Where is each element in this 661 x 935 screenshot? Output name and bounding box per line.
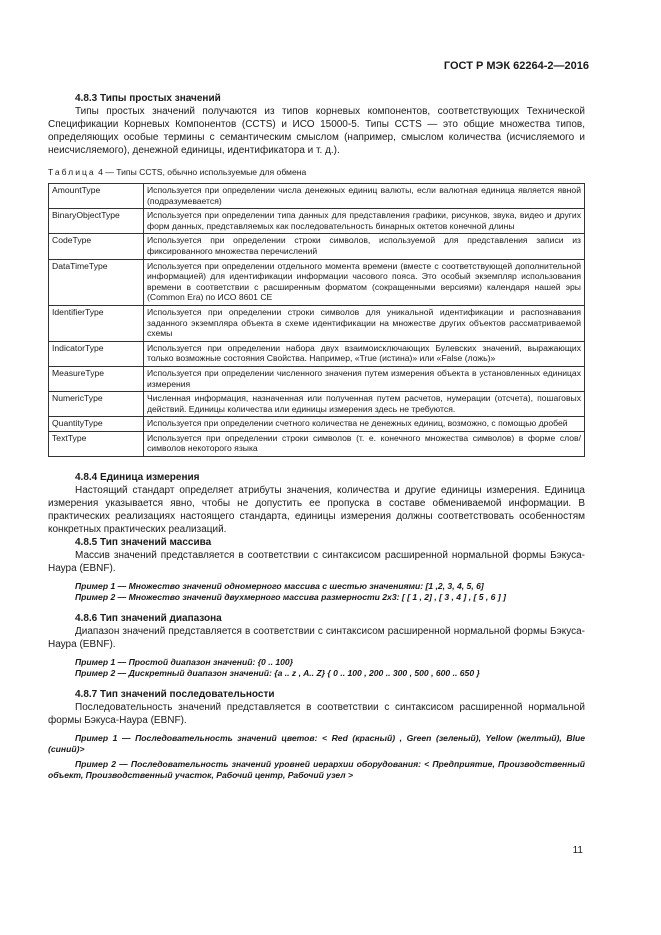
section-4-8-5-title: 4.8.5 Тип значений массива (75, 537, 212, 549)
type-description-cell: Используется при определении численного значения путем измерения объекта в установленных единицах измерения (144, 366, 585, 391)
type-description-cell: Используется при определении строки символов для уникальной идентификации и распознавания заданного экземпляра объекта в схеме идентификации на множестве других объектов рассматриваемой схемы (144, 305, 585, 341)
type-description-cell: Используется при определении отдельного момента времени (вместе с соответствующей дополнительной информацией) для идентификации информации часового пояса. Это особый экземпляр использования времени в соответствии с расширенным форматом (сокращенными версиями) календаря нашей эры (Common Era) по ИСО 8601 СЕ (144, 259, 585, 305)
section-4-8-3-text: Типы простых значений получаются из типов корневых компонентов, соответствующих Технической Спецификации Корневых Компонентов (CCTS) и ИСО 15000-5. Типы CCTS — это общие множества типов, определяющих особые термины с семантическим смыслом (например, смыслом количества (исчисляемого и неисчисляемого), денежной единицы, идентификатора и т. д.). (48, 106, 585, 156)
type-name-cell: MeasureType (49, 366, 144, 391)
table-row (49, 209, 585, 234)
array-example-1: Пример 1 — Множество значений одномерного массива с шестью значениями: [1 ,2, 3, 4, 5, 6] (75, 581, 484, 592)
table-row (49, 259, 585, 305)
table-row (49, 417, 585, 432)
type-description-cell: Используется при определении строки символов (т. е. конечного множества символов) в форме слов/символов некоторого языка (144, 431, 585, 456)
type-description-cell: Используется при определении типа данных для представления графики, рисунков, звука, видео и других форм данных, представляемых как последовательность бинарных октетов конечной длины (144, 209, 585, 234)
array-example-2: Пример 2 — Множество значений двухмерного массива размерности 2х3: [ [ 1 , 2] , [ 3 , 4 ] , [ 5 , 6 ] ] (75, 592, 506, 603)
section-4-8-7-text: Последовательность значений представляется в соответствии с синтаксисом расширенной нормальной формы Бэкуса-Наура (EBNF). (48, 702, 585, 727)
sequence-example-1: Пример 1 — Последовательность значений цветов: < Red (красный) , Green (зеленый), Yellow (желтый), Blue (синий)> (48, 733, 585, 755)
table-row (49, 184, 585, 209)
sequence-example-2: Пример 2 — Последовательность значений уровней иерархии оборудования: < Предприятие, Производственный объект, Производственный участок, Рабочий центр, Рабочий узел > (48, 759, 585, 781)
type-name-cell: IndicatorType (49, 341, 144, 366)
type-name-cell: DataTimeType (49, 259, 144, 305)
standard-header: ГОСТ Р МЭК 62264-2—2016 (443, 60, 589, 72)
type-description-cell: Используется при определении числа денежных единиц валюты, если валютная единица является явной (подразумевается) (144, 184, 585, 209)
table-row (49, 366, 585, 391)
type-name-cell: TextType (49, 431, 144, 456)
type-description-cell: Используется при определении набора двух взаимоисключающих Булевских значений, выражающих только возможные состояния Свойства. Например, «True (истина)» или «False (ложь)» (144, 341, 585, 366)
section-4-8-5-text: Массив значений представляется в соответствии с синтаксисом расширенной нормальной формы Бэкуса-Наура (EBNF). (48, 550, 585, 575)
type-name-cell: BinaryObjectType (49, 209, 144, 234)
type-description-cell: Используется при определении счетного количества не денежных единиц, возможно, с помощью дробей (144, 417, 585, 432)
ccts-types-table (48, 183, 585, 457)
table-caption-lead: Таблица (48, 167, 96, 177)
section-4-8-6-text: Диапазон значений представляется в соответствии с синтаксисом расширенной нормальной формы Бэкуса-Наура (EBNF). (48, 626, 585, 651)
type-name-cell: AmountType (49, 184, 144, 209)
range-example-1: Пример 1 — Простой диапазон значений: {0 .. 100} (75, 657, 294, 668)
type-name-cell: IdentifierType (49, 305, 144, 341)
section-4-8-3-title: 4.8.3 Типы простых значений (75, 93, 221, 104)
section-4-8-4-title: 4.8.4 Единица измерения (75, 472, 200, 484)
table-row (49, 341, 585, 366)
range-example-2: Пример 2 — Дискретный диапазон значений: {a .. z , A.. Z} { 0 .. 100 , 200 .. 300 , 500 , 600 .. 650 } (75, 668, 480, 679)
section-4-8-4-text: Настоящий стандарт определяет атрибуты значения, количества и другие единицы измерения. Единица измерения указывается явно, чтобы не допустить ее пропуска в составе обмениваемой информации. В практических реализациях настоящего стандарта, единицы измерения должны соответствовать особенностям конкретных практических реализаций. (48, 485, 585, 536)
page-number: 11 (572, 845, 583, 856)
type-name-cell: NumericType (49, 392, 144, 417)
type-description-cell: Используется при определении строки символов, используемой для представления записи из фиксированного множества перечислений (144, 234, 585, 259)
table-row (49, 392, 585, 417)
table-row (49, 234, 585, 259)
section-4-8-6-title: 4.8.6 Тип значений диапазона (75, 613, 222, 625)
type-name-cell: QuantityType (49, 417, 144, 432)
section-4-8-7-title: 4.8.7 Тип значений последовательности (75, 689, 275, 701)
type-name-cell: CodeType (49, 234, 144, 259)
type-description-cell: Численная информация, назначенная или полученная путем расчетов, нумерации (отсчета), пошаговых действий. Единицы количества или единицы измерения здесь не требуются. (144, 392, 585, 417)
table-row (49, 431, 585, 456)
page-content (48, 92, 585, 781)
table-caption (48, 167, 585, 178)
table-row (49, 305, 585, 341)
table-caption-text: 4 — Типы CCTS, обычно используемые для обмена (95, 167, 307, 177)
